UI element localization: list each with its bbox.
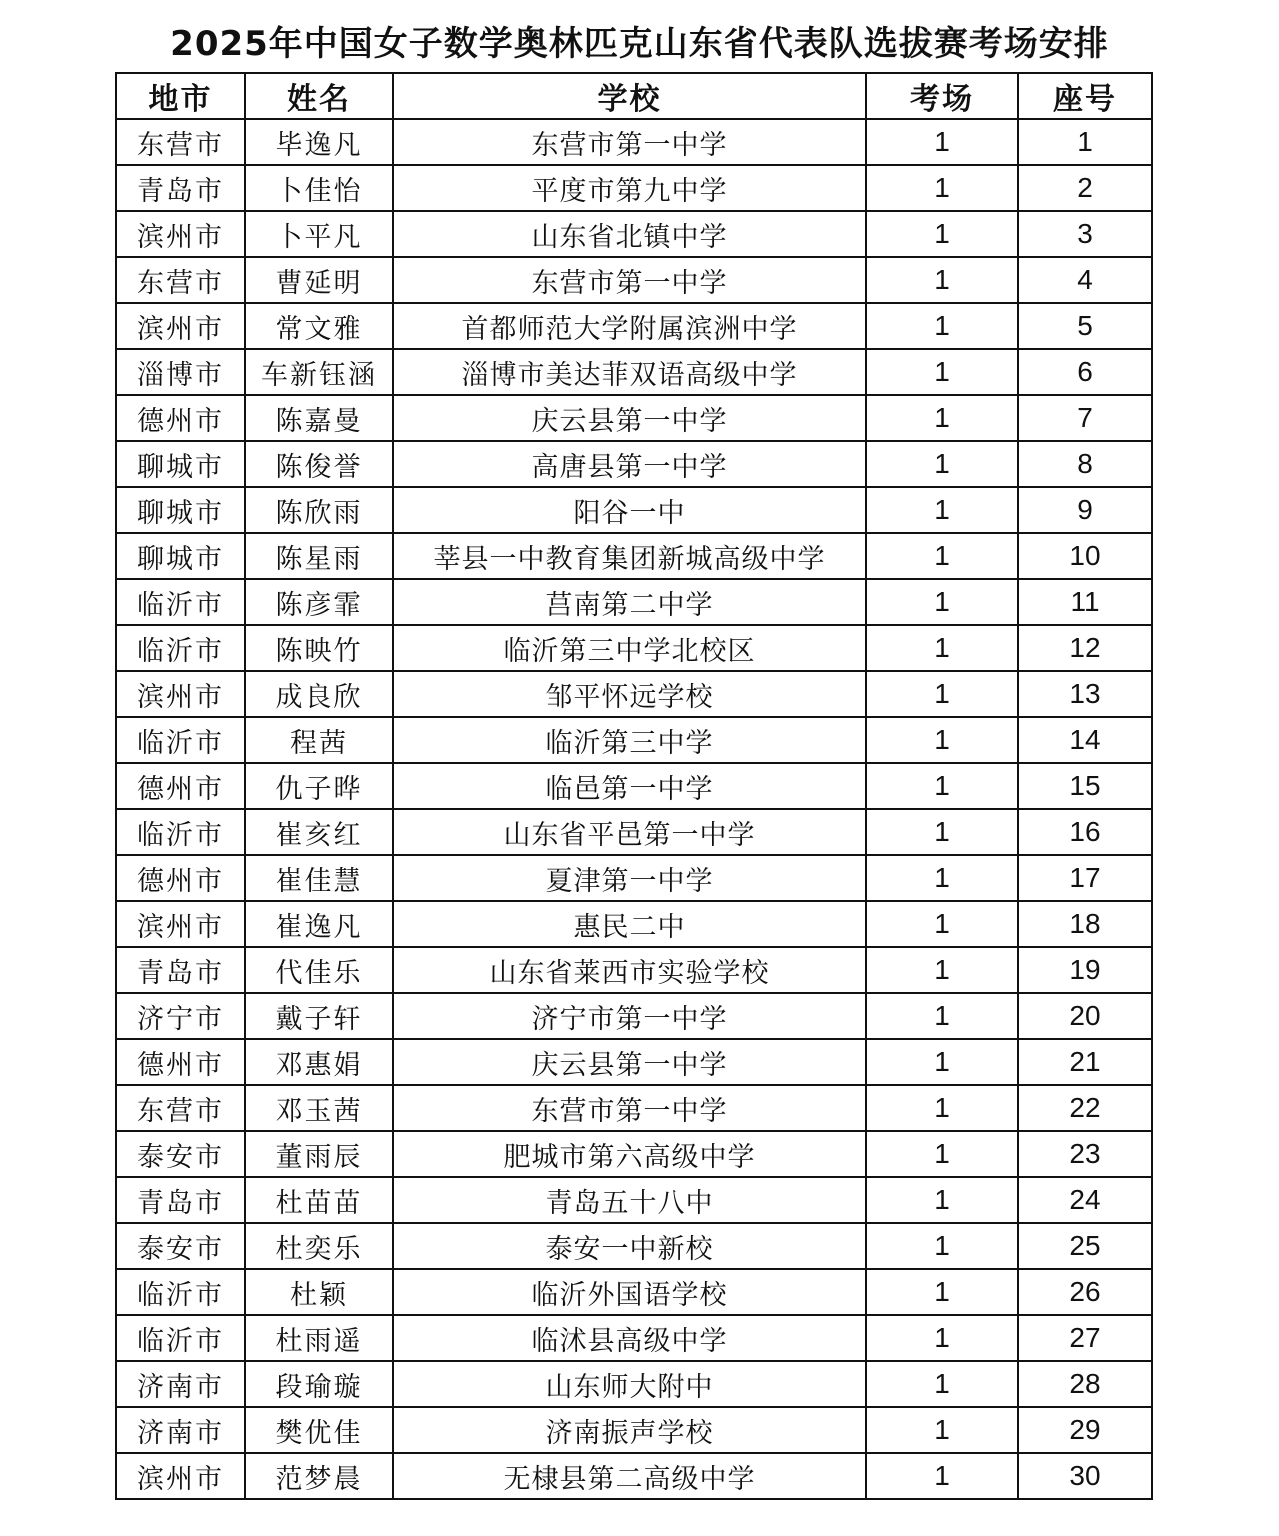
cell-city: 泰安市 (116, 1223, 245, 1269)
table-row (116, 1039, 1152, 1085)
cell-school: 东营市第一中学 (393, 1085, 866, 1131)
cell-exam-room: 1 (866, 1361, 1018, 1407)
cell-seat-number: 15 (1018, 763, 1152, 809)
table-row (116, 901, 1152, 947)
cell-city: 临沂市 (116, 717, 245, 763)
cell-seat-number: 24 (1018, 1177, 1152, 1223)
header-seat-number: 座号 (1018, 73, 1152, 119)
cell-exam-room: 1 (866, 257, 1018, 303)
cell-student-name: 邓玉茜 (245, 1085, 393, 1131)
cell-school: 阳谷一中 (393, 487, 866, 533)
cell-student-name: 陈彦霏 (245, 579, 393, 625)
cell-student-name: 杜苗苗 (245, 1177, 393, 1223)
table-row (116, 1085, 1152, 1131)
cell-city: 德州市 (116, 1039, 245, 1085)
cell-exam-room: 1 (866, 1453, 1018, 1499)
cell-school: 泰安一中新校 (393, 1223, 866, 1269)
table-row (116, 441, 1152, 487)
cell-city: 淄博市 (116, 349, 245, 395)
cell-school: 肥城市第六高级中学 (393, 1131, 866, 1177)
cell-school: 东营市第一中学 (393, 119, 866, 165)
cell-city: 临沂市 (116, 809, 245, 855)
cell-city: 滨州市 (116, 901, 245, 947)
cell-seat-number: 29 (1018, 1407, 1152, 1453)
cell-student-name: 陈星雨 (245, 533, 393, 579)
table-row (116, 855, 1152, 901)
cell-exam-room: 1 (866, 165, 1018, 211)
cell-exam-room: 1 (866, 947, 1018, 993)
cell-exam-room: 1 (866, 1131, 1018, 1177)
cell-exam-room: 1 (866, 717, 1018, 763)
cell-student-name: 段瑜璇 (245, 1361, 393, 1407)
cell-seat-number: 2 (1018, 165, 1152, 211)
cell-city: 东营市 (116, 257, 245, 303)
cell-student-name: 程茜 (245, 717, 393, 763)
cell-student-name: 卜平凡 (245, 211, 393, 257)
cell-city: 临沂市 (116, 625, 245, 671)
cell-school: 首都师范大学附属滨洲中学 (393, 303, 866, 349)
cell-city: 聊城市 (116, 487, 245, 533)
cell-city: 泰安市 (116, 1131, 245, 1177)
cell-city: 东营市 (116, 119, 245, 165)
cell-school: 惠民二中 (393, 901, 866, 947)
cell-student-name: 陈嘉曼 (245, 395, 393, 441)
cell-school: 山东省莱西市实验学校 (393, 947, 866, 993)
cell-school: 山东师大附中 (393, 1361, 866, 1407)
cell-student-name: 樊优佳 (245, 1407, 393, 1453)
cell-school: 临沂第三中学 (393, 717, 866, 763)
cell-city: 滨州市 (116, 1453, 245, 1499)
cell-exam-room: 1 (866, 303, 1018, 349)
cell-school: 临沭县高级中学 (393, 1315, 866, 1361)
cell-seat-number: 8 (1018, 441, 1152, 487)
cell-exam-room: 1 (866, 487, 1018, 533)
cell-school: 济南振声学校 (393, 1407, 866, 1453)
cell-student-name: 常文雅 (245, 303, 393, 349)
cell-student-name: 陈欣雨 (245, 487, 393, 533)
exam-roster-table (115, 72, 1153, 1500)
cell-school: 临邑第一中学 (393, 763, 866, 809)
table-row (116, 395, 1152, 441)
cell-seat-number: 3 (1018, 211, 1152, 257)
cell-seat-number: 10 (1018, 533, 1152, 579)
cell-exam-room: 1 (866, 441, 1018, 487)
header-name: 姓名 (245, 73, 393, 119)
cell-school: 庆云县第一中学 (393, 395, 866, 441)
table-body (116, 119, 1152, 1499)
header-row (116, 73, 1152, 119)
cell-city: 德州市 (116, 763, 245, 809)
cell-exam-room: 1 (866, 579, 1018, 625)
header-school: 学校 (393, 73, 866, 119)
cell-exam-room: 1 (866, 993, 1018, 1039)
cell-school: 平度市第九中学 (393, 165, 866, 211)
cell-city: 东营市 (116, 1085, 245, 1131)
cell-exam-room: 1 (866, 1269, 1018, 1315)
cell-seat-number: 28 (1018, 1361, 1152, 1407)
cell-city: 德州市 (116, 395, 245, 441)
table-row (116, 993, 1152, 1039)
cell-school: 青岛五十八中 (393, 1177, 866, 1223)
cell-school: 临沂第三中学北校区 (393, 625, 866, 671)
cell-exam-room: 1 (866, 1223, 1018, 1269)
table-row (116, 1453, 1152, 1499)
cell-student-name: 崔亥红 (245, 809, 393, 855)
cell-seat-number: 20 (1018, 993, 1152, 1039)
cell-student-name: 曹延明 (245, 257, 393, 303)
table-row (116, 1131, 1152, 1177)
cell-seat-number: 12 (1018, 625, 1152, 671)
cell-student-name: 卜佳怡 (245, 165, 393, 211)
cell-city: 滨州市 (116, 303, 245, 349)
table-row (116, 1269, 1152, 1315)
cell-city: 临沂市 (116, 1269, 245, 1315)
cell-city: 聊城市 (116, 533, 245, 579)
cell-exam-room: 1 (866, 1085, 1018, 1131)
cell-seat-number: 23 (1018, 1131, 1152, 1177)
cell-student-name: 范梦晨 (245, 1453, 393, 1499)
table-row (116, 947, 1152, 993)
cell-seat-number: 14 (1018, 717, 1152, 763)
table-row (116, 487, 1152, 533)
cell-seat-number: 1 (1018, 119, 1152, 165)
cell-seat-number: 18 (1018, 901, 1152, 947)
cell-student-name: 车新钰涵 (245, 349, 393, 395)
cell-exam-room: 1 (866, 119, 1018, 165)
cell-exam-room: 1 (866, 855, 1018, 901)
cell-exam-room: 1 (866, 1039, 1018, 1085)
cell-school: 莒南第二中学 (393, 579, 866, 625)
cell-exam-room: 1 (866, 395, 1018, 441)
cell-seat-number: 11 (1018, 579, 1152, 625)
cell-student-name: 杜奕乐 (245, 1223, 393, 1269)
cell-exam-room: 1 (866, 625, 1018, 671)
cell-student-name: 崔逸凡 (245, 901, 393, 947)
cell-city: 青岛市 (116, 947, 245, 993)
cell-seat-number: 7 (1018, 395, 1152, 441)
table-row (116, 1223, 1152, 1269)
cell-seat-number: 6 (1018, 349, 1152, 395)
cell-student-name: 成良欣 (245, 671, 393, 717)
cell-exam-room: 1 (866, 349, 1018, 395)
table-row (116, 1407, 1152, 1453)
header-city: 地市 (116, 73, 245, 119)
cell-student-name: 崔佳慧 (245, 855, 393, 901)
table-row (116, 671, 1152, 717)
cell-school: 邹平怀远学校 (393, 671, 866, 717)
cell-student-name: 戴子轩 (245, 993, 393, 1039)
table-row (116, 1361, 1152, 1407)
cell-student-name: 陈俊誉 (245, 441, 393, 487)
cell-seat-number: 17 (1018, 855, 1152, 901)
cell-city: 滨州市 (116, 671, 245, 717)
cell-seat-number: 30 (1018, 1453, 1152, 1499)
cell-seat-number: 4 (1018, 257, 1152, 303)
cell-student-name: 杜颖 (245, 1269, 393, 1315)
table-row (116, 1177, 1152, 1223)
cell-city: 德州市 (116, 855, 245, 901)
cell-exam-room: 1 (866, 901, 1018, 947)
cell-seat-number: 16 (1018, 809, 1152, 855)
cell-school: 庆云县第一中学 (393, 1039, 866, 1085)
table-row (116, 211, 1152, 257)
table-row (116, 349, 1152, 395)
cell-seat-number: 22 (1018, 1085, 1152, 1131)
table-row (116, 579, 1152, 625)
cell-city: 青岛市 (116, 1177, 245, 1223)
cell-school: 山东省北镇中学 (393, 211, 866, 257)
table-row (116, 533, 1152, 579)
page-title: 2025年中国女子数学奥林匹克山东省代表队选拔赛考场安排 (170, 24, 1109, 64)
cell-exam-room: 1 (866, 1407, 1018, 1453)
cell-student-name: 邓惠娟 (245, 1039, 393, 1085)
cell-seat-number: 21 (1018, 1039, 1152, 1085)
cell-seat-number: 5 (1018, 303, 1152, 349)
cell-school: 高唐县第一中学 (393, 441, 866, 487)
cell-city: 青岛市 (116, 165, 245, 211)
cell-school: 东营市第一中学 (393, 257, 866, 303)
cell-school: 莘县一中教育集团新城高级中学 (393, 533, 866, 579)
cell-seat-number: 13 (1018, 671, 1152, 717)
cell-seat-number: 19 (1018, 947, 1152, 993)
cell-student-name: 代佳乐 (245, 947, 393, 993)
cell-school: 无棣县第二高级中学 (393, 1453, 866, 1499)
table-row (116, 1315, 1152, 1361)
header-exam-room: 考场 (866, 73, 1018, 119)
cell-exam-room: 1 (866, 1177, 1018, 1223)
cell-city: 济南市 (116, 1361, 245, 1407)
table-row (116, 717, 1152, 763)
cell-school: 淄博市美达菲双语高级中学 (393, 349, 866, 395)
table-row (116, 763, 1152, 809)
cell-city: 临沂市 (116, 579, 245, 625)
cell-student-name: 杜雨遥 (245, 1315, 393, 1361)
cell-seat-number: 9 (1018, 487, 1152, 533)
cell-exam-room: 1 (866, 671, 1018, 717)
cell-school: 山东省平邑第一中学 (393, 809, 866, 855)
cell-city: 滨州市 (116, 211, 245, 257)
cell-city: 临沂市 (116, 1315, 245, 1361)
cell-exam-room: 1 (866, 1315, 1018, 1361)
table-row (116, 119, 1152, 165)
table-row (116, 625, 1152, 671)
cell-student-name: 仇子晔 (245, 763, 393, 809)
cell-exam-room: 1 (866, 763, 1018, 809)
cell-seat-number: 26 (1018, 1269, 1152, 1315)
cell-seat-number: 27 (1018, 1315, 1152, 1361)
table-row (116, 303, 1152, 349)
cell-student-name: 陈映竹 (245, 625, 393, 671)
cell-exam-room: 1 (866, 533, 1018, 579)
cell-exam-room: 1 (866, 809, 1018, 855)
cell-school: 济宁市第一中学 (393, 993, 866, 1039)
cell-city: 聊城市 (116, 441, 245, 487)
cell-exam-room: 1 (866, 211, 1018, 257)
cell-seat-number: 25 (1018, 1223, 1152, 1269)
cell-school: 临沂外国语学校 (393, 1269, 866, 1315)
cell-city: 济南市 (116, 1407, 245, 1453)
table-row (116, 257, 1152, 303)
cell-city: 济宁市 (116, 993, 245, 1039)
table-row (116, 809, 1152, 855)
table-row (116, 165, 1152, 211)
cell-school: 夏津第一中学 (393, 855, 866, 901)
cell-student-name: 毕逸凡 (245, 119, 393, 165)
cell-student-name: 董雨辰 (245, 1131, 393, 1177)
